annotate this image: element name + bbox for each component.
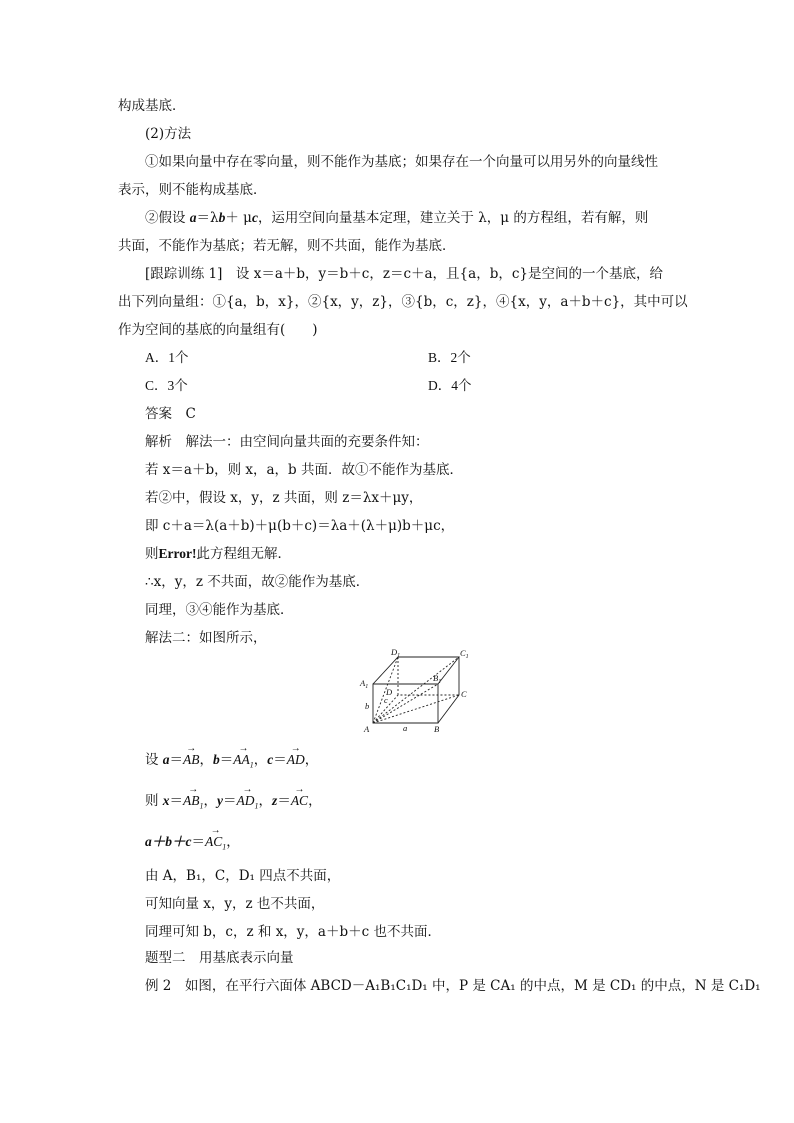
vector-ad: → AD [287, 750, 305, 770]
math-line-then [145, 791, 322, 817]
separator: ， [203, 793, 218, 809]
text-line: ①如果向量中存在零向量，则不能作为基底；如果存在一个向量可以用另外的向量线性 [145, 154, 658, 170]
vector-b: b [213, 752, 220, 767]
equals: ＝ [273, 752, 287, 768]
vector-name: AD [236, 793, 255, 808]
top-face-edges [373, 657, 459, 684]
subscript: 1 [199, 801, 204, 811]
example-line: 例 2 如图，在平行六面体 ABCD－A₁B₁C₁D₁ 中，P 是 CA₁ 的中点，M 是 CD₁ 的中点，N 是 C₁D₁ [145, 978, 761, 994]
label-d: D [386, 687, 393, 697]
text-fragment: 则 [145, 793, 159, 809]
option-c: C．3个 [145, 378, 188, 393]
vector-sum: a＋b＋c [145, 834, 192, 849]
vector-aa1 [233, 750, 254, 776]
text-line: 构成基底． [118, 98, 186, 114]
subscript: 1 [222, 842, 227, 852]
solution-line [145, 544, 291, 564]
separator: ， [304, 752, 319, 768]
text-fragment: 设 [145, 752, 159, 768]
text-fragment: ②假设 [145, 210, 190, 226]
right-face-edges [438, 657, 459, 723]
vector-ab: → AB [183, 750, 200, 770]
text-line: 由 A，B₁，C，D₁ 四点不共面， [145, 868, 341, 884]
separator: ， [258, 793, 273, 809]
solution-line: 解法二：如图所示， [145, 630, 267, 646]
separator: ， [308, 793, 322, 809]
vector-z: z [272, 793, 278, 808]
vector-c: c [251, 210, 258, 225]
vector-name: AB [183, 793, 200, 808]
label-vector-c: c [384, 695, 388, 705]
text-fragment: ＋ μ [225, 210, 252, 226]
solution-line: 若②中，假设 x，y，z 共面，则 z＝λx＋μy， [145, 490, 423, 506]
vector-ab1 [183, 791, 204, 817]
solution-line: 解析 解法一：由空间向量共面的充要条件知： [145, 434, 429, 450]
option-d: D．4个 [428, 378, 472, 393]
text-line: 可知向量 x，y，z 也不共面， [145, 896, 325, 912]
vector-x: x [162, 793, 170, 808]
separator: ， [253, 752, 268, 768]
exercise-line: [跟踪训练 1] 设 x＝a＋b，y＝b＋c，z＝c＋a，且{a，b，c}是空间的一个基底，给 [145, 266, 663, 282]
exercise-line: 作为空间的基底的向量组有( ) [118, 322, 318, 338]
vector-y: y [217, 793, 224, 808]
math-line-set [145, 750, 318, 776]
answer-line: 答案 C [145, 406, 196, 422]
equals: ＝ [219, 752, 234, 768]
label-b: B [434, 724, 440, 734]
text-fragment: ，运用空间向量基本定理，建立关于 λ，μ 的方程组，若有解，则 [257, 210, 649, 226]
math-line-sum [145, 832, 240, 858]
subscript: 1 [254, 801, 259, 811]
label-a1: $A_1$ [360, 678, 369, 690]
vector-ad1 [237, 791, 259, 817]
vector-b: b [218, 210, 226, 225]
vector-c: c [267, 752, 274, 767]
option-a: A．1个 [145, 350, 189, 365]
diagonal-ab1 [373, 684, 438, 723]
label-c1: $C_1$ [460, 648, 469, 660]
separator: ， [199, 752, 214, 768]
text-line [145, 208, 648, 228]
text-fragment: ＝λ [196, 210, 219, 226]
vector-ac1 [205, 832, 226, 858]
subscript: 1 [249, 760, 254, 770]
vector-ac: → AC [291, 791, 308, 811]
solution-line: ∴x，y，z 不共面，故②能作为基底． [145, 574, 370, 590]
label-a: A [364, 724, 370, 734]
equals: ＝ [169, 752, 184, 768]
solution-line: 若 x＝a＋b，则 x，a，b 共面．故①不能作为基底． [145, 462, 463, 478]
text-line: 共面，不能作为基底；若无解，则不共面，能作为基底． [118, 238, 456, 254]
text-fragment: 则 [145, 546, 159, 562]
solution-line: 即 c＋a＝λ(a＋b)＋μ(b＋c)＝λa＋(λ＋μ)b＋μc， [145, 518, 455, 534]
equals: ＝ [277, 793, 291, 809]
vector-a: a [162, 752, 170, 767]
label-d1: $D_1$ [391, 647, 401, 659]
vector-a: a [189, 210, 197, 225]
label-c: C [461, 689, 467, 699]
label-b1: $B_1$ [433, 673, 442, 685]
error-text: Error! [158, 546, 197, 561]
parallelepiped-figure [355, 645, 470, 735]
vector-name: AA [233, 752, 250, 767]
label-vector-a: a [403, 723, 408, 733]
option-b: B．2个 [428, 350, 471, 365]
equals: ＝ [169, 793, 184, 809]
text-line: 表示，则不能构成基底． [118, 182, 267, 198]
text-fragment: 此方程组无解． [196, 546, 291, 562]
text-line: 同理可知 b，c，z 和 x，y，a＋b＋c 也不共面． [145, 924, 441, 940]
exercise-line: 出下列向量组：①{a，b，x}，②{x，y，z}，③{b，c，z}，④{x，y，a＋b＋c}，其中可以 [118, 294, 688, 310]
equals: ＝ [223, 793, 237, 809]
separator: ， [226, 834, 240, 850]
solution-line: 同理，③④能作为基底． [145, 602, 294, 618]
section-title: 题型二 用基底表示向量 [145, 950, 294, 966]
vector-name: AC [205, 834, 223, 849]
equals: ＝ [191, 834, 205, 850]
section-heading: (2)方法 [145, 126, 192, 142]
label-vector-b: b [365, 701, 370, 711]
